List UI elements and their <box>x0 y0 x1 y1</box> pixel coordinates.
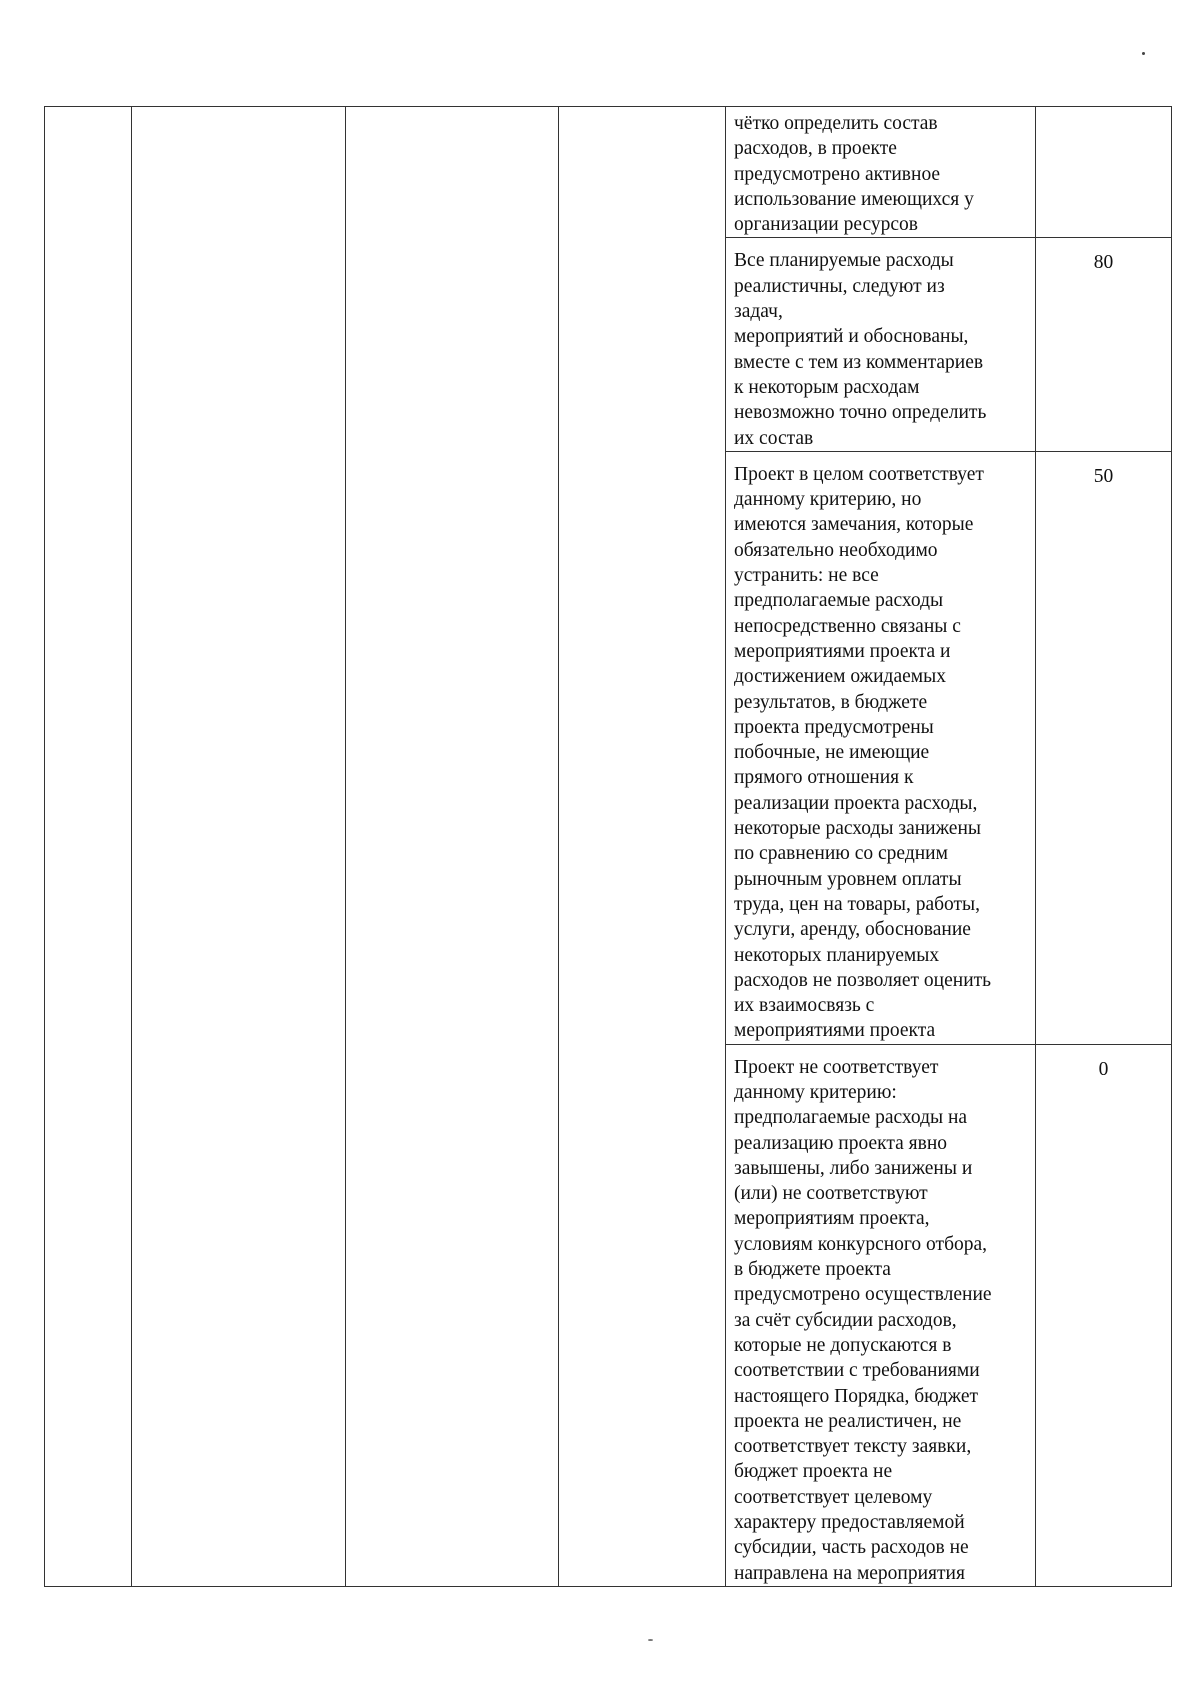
score-value <box>1036 107 1171 119</box>
criteria-table <box>44 106 1172 1587</box>
evaluation-text: Проект в целом соответствует данному критерию, но имеются замечания, которые обязательно необходимо устранить: не все предполагаемые расходы непосредственно связаны с мероприятиями проекта и достижением ожидаемых результатов, в бюджете проекта предусмотрены побочные, не имеющие прямого отношения к реализации проекта расходы, некоторые расходы занижены по сравнению со средним рыночным уровнем оплаты труда, цен на товары, работы, услуги, аренду, обоснование некоторых планируемых расходов не позволяет оценить их взаимосвязь с мероприятиями проекта <box>734 463 992 1042</box>
scan-speck <box>1142 52 1145 55</box>
score-value: 0 <box>1098 1058 1109 1080</box>
score-cell <box>1036 1044 1172 1586</box>
criterion-name-cell <box>132 107 346 1587</box>
score-cell <box>1036 238 1172 451</box>
table-row <box>45 107 1172 238</box>
score-value: 80 <box>1093 252 1114 274</box>
score-cell <box>1036 107 1172 238</box>
criterion-description-cell <box>346 107 559 1587</box>
score-cell <box>1036 451 1172 1044</box>
evaluation-cell <box>726 1044 1036 1586</box>
scan-speck <box>648 1639 653 1641</box>
evaluation-cell <box>726 451 1036 1044</box>
evaluation-text: Проект не соответствует данному критерию: предполагаемые расходы на реализацию проекта явно завышены, либо занижены и (или) не соответствуют мероприятиям проекта, условиям конкурсного отбора, в бюджете проекта предусмотрено осуществление за счёт субсидии расходов, которые не допускаются в соответствии с требованиями настоящего Порядка, бюджет проекта не реалистичен, не соответствует тексту заявки, бюджет проекта не соответствует целевому характеру предоставляемой субсидии, часть расходов не направлена на мероприятия <box>734 1056 992 1584</box>
evaluation-text: чётко определить состав расходов, в проекте предусмотрено активное использование имеющихся у организации ресурсов <box>734 113 974 236</box>
evaluation-cell <box>726 238 1036 451</box>
criterion-weight-cell <box>559 107 726 1587</box>
evaluation-cell <box>726 107 1036 238</box>
score-value: 50 <box>1093 465 1114 487</box>
number-cell <box>45 107 132 1587</box>
evaluation-text: Все планируемые расходы реалистичны, следуют из задач, мероприятий и обоснованы, вместе с тем из комментариев к некоторым расходам невозможно точно определить их состав <box>734 250 987 449</box>
